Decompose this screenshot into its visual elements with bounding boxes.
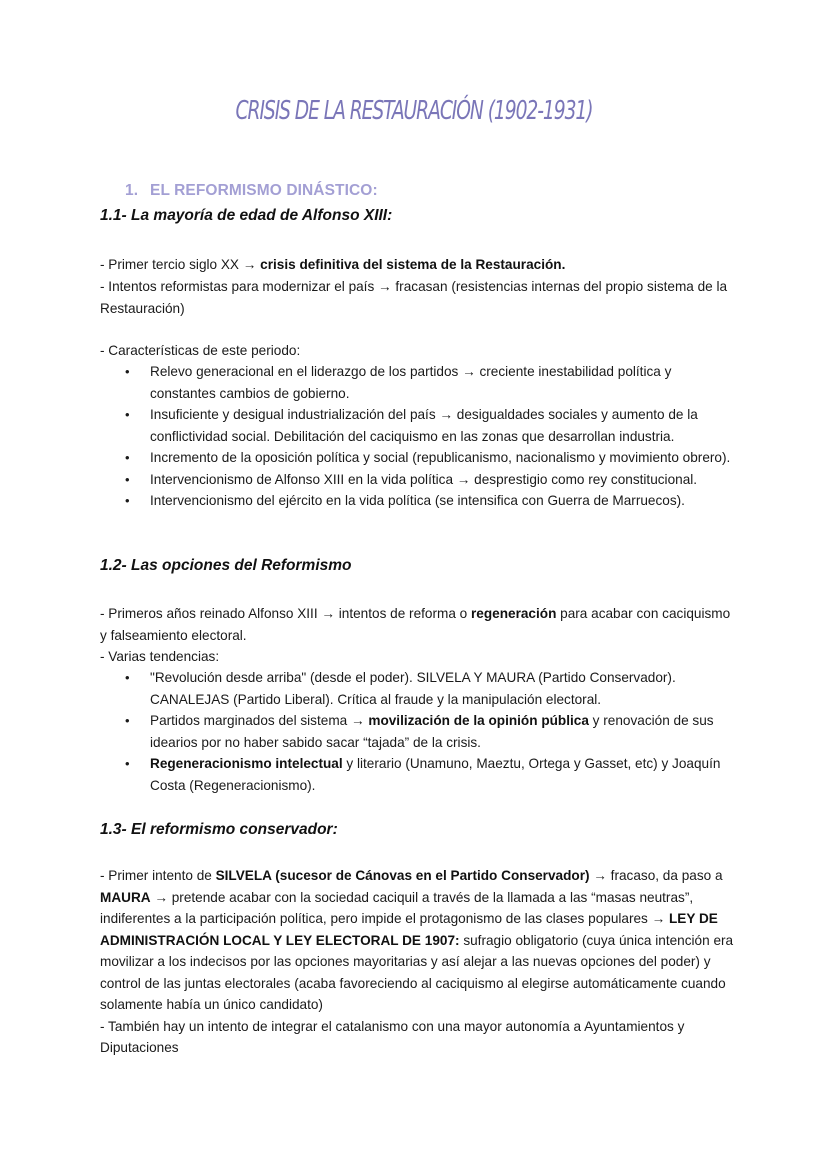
paragraph-1-1-line2: - Intentos reformistas para modernizar el país → fracasan (resistencias internas del propio sistema de la Restauración) [100,279,728,316]
text-run: → fracaso, da paso a [589,868,723,883]
text-run: y literario (Unamuno, Maeztu, Ortega y Gasset, etc) y Joaquín Costa (Regeneracionismo). [150,756,721,793]
text-run: para acabar con caciquismo y falseamiento electoral. [100,606,731,643]
document-title: CRISIS DE LA RESTAURACIÓN (1902-1931) [235,96,593,126]
characteristics-list [100,361,740,512]
text-run: - También hay un intento de integrar el catalanismo con una mayor autonomía a Ayuntamientos y Diputaciones [100,1018,685,1055]
paragraph-1-2-line1 [100,603,740,646]
list-item [100,667,740,710]
bullet-icon: • [125,756,130,771]
paragraph-1-2-line2: - Varias tendencias: [100,649,220,664]
list-item [100,469,740,491]
characteristics-label: - Características de este periodo: [100,343,301,358]
text-run: - Primer intento de [100,868,216,883]
list-item-text: Incremento de la oposición política y social (republicanismo, nacionalismo y movimiento obrero). [150,450,731,465]
paragraph-1-1-line1 [100,254,740,276]
text-run: Partidos marginados del sistema → [150,713,369,728]
bullet-icon: • [125,471,130,487]
bold-run: regeneración [471,606,557,621]
list-item [100,361,740,404]
text-run: → pretende acabar con la sociedad caciquil a través de la llamada a las “masas neutras”, indiferentes a la participación política, pero impide el protagonismo de las clases populares → [100,889,694,926]
bold-run: crisis definitiva del sistema de la Restauración. [260,257,566,272]
bold-run: Regeneracionismo intelectual [150,756,343,771]
bold-run: LEY DE ADMINISTRACIÓN LOCAL Y LEY ELECTORAL DE 1907: [100,911,718,948]
bullet-icon: • [125,493,130,508]
tendencies-list [100,667,740,796]
subsection-heading-1-1: 1.1- La mayoría de edad de Alfonso XIII: [100,207,393,224]
subsection-heading-1-3: 1.3- El reformismo conservador: [100,821,338,838]
section-heading-1 [125,182,378,200]
list-item [100,490,740,512]
subsection-heading-1-2: 1.2- Las opciones del Reformismo [100,557,352,574]
bold-run: movilización de la opinión pública [368,713,589,728]
list-item [100,404,740,447]
list-item [100,447,740,469]
text-run: - Primer tercio siglo XX → [100,257,261,272]
section-number: 1. [125,182,139,199]
list-item-text: Intervencionismo de Alfonso XIII en la vida política → desprestigio como rey constitucional. [150,471,698,487]
bullet-icon: • [125,407,130,422]
paragraph-1-3-main [100,865,740,1059]
bold-run: MAURA [100,889,151,905]
bullet-icon: • [125,713,130,728]
bullet-icon: • [125,364,130,379]
bullet-icon: • [125,450,130,465]
bullet-icon: • [125,670,130,685]
list-item-text: Intervencionismo del ejército en la vida política (se intensifica con Guerra de Marruecos). [150,493,685,508]
list-item-text: Insuficiente y desigual industrialización del país → desigualdades sociales y aumento de la conflictividad social. Debilitación del caciquismo en las zonas que desarrollan industria. [150,407,698,444]
list-item-text: Relevo generacional en el liderazgo de los partidos → creciente inestabilidad política y constantes cambios de gobierno. [150,364,672,401]
section-heading-text: EL REFORMISMO DINÁSTICO: [150,182,378,199]
bold-run: SILVELA (sucesor de Cánovas en el Partido Conservador) [215,868,590,883]
text-run: - Primeros años reinado Alfonso XIII → intentos de reforma o [100,606,471,621]
list-item-text: "Revolución desde arriba" (desde el poder). SILVELA Y MAURA (Partido Conservador). CANALEJAS (Partido Liberal). Crítica al fraude y la manipulación electoral. [150,670,676,707]
list-item [100,753,740,796]
list-item [100,710,740,753]
text-run: sufragio obligatorio (cuya única intención era movilizar a los indecisos por las opciones mayoritarias y así alejar a las nuevas opciones del poder) y control de las juntas electorales (acaba favoreciendo al caciquismo al elegirse automáticamente cuando solamente había un único candidato) [100,932,734,1012]
text-run: y renovación de sus idearios por no haber sabido sacar “tajada” de la crisis. [150,713,714,750]
